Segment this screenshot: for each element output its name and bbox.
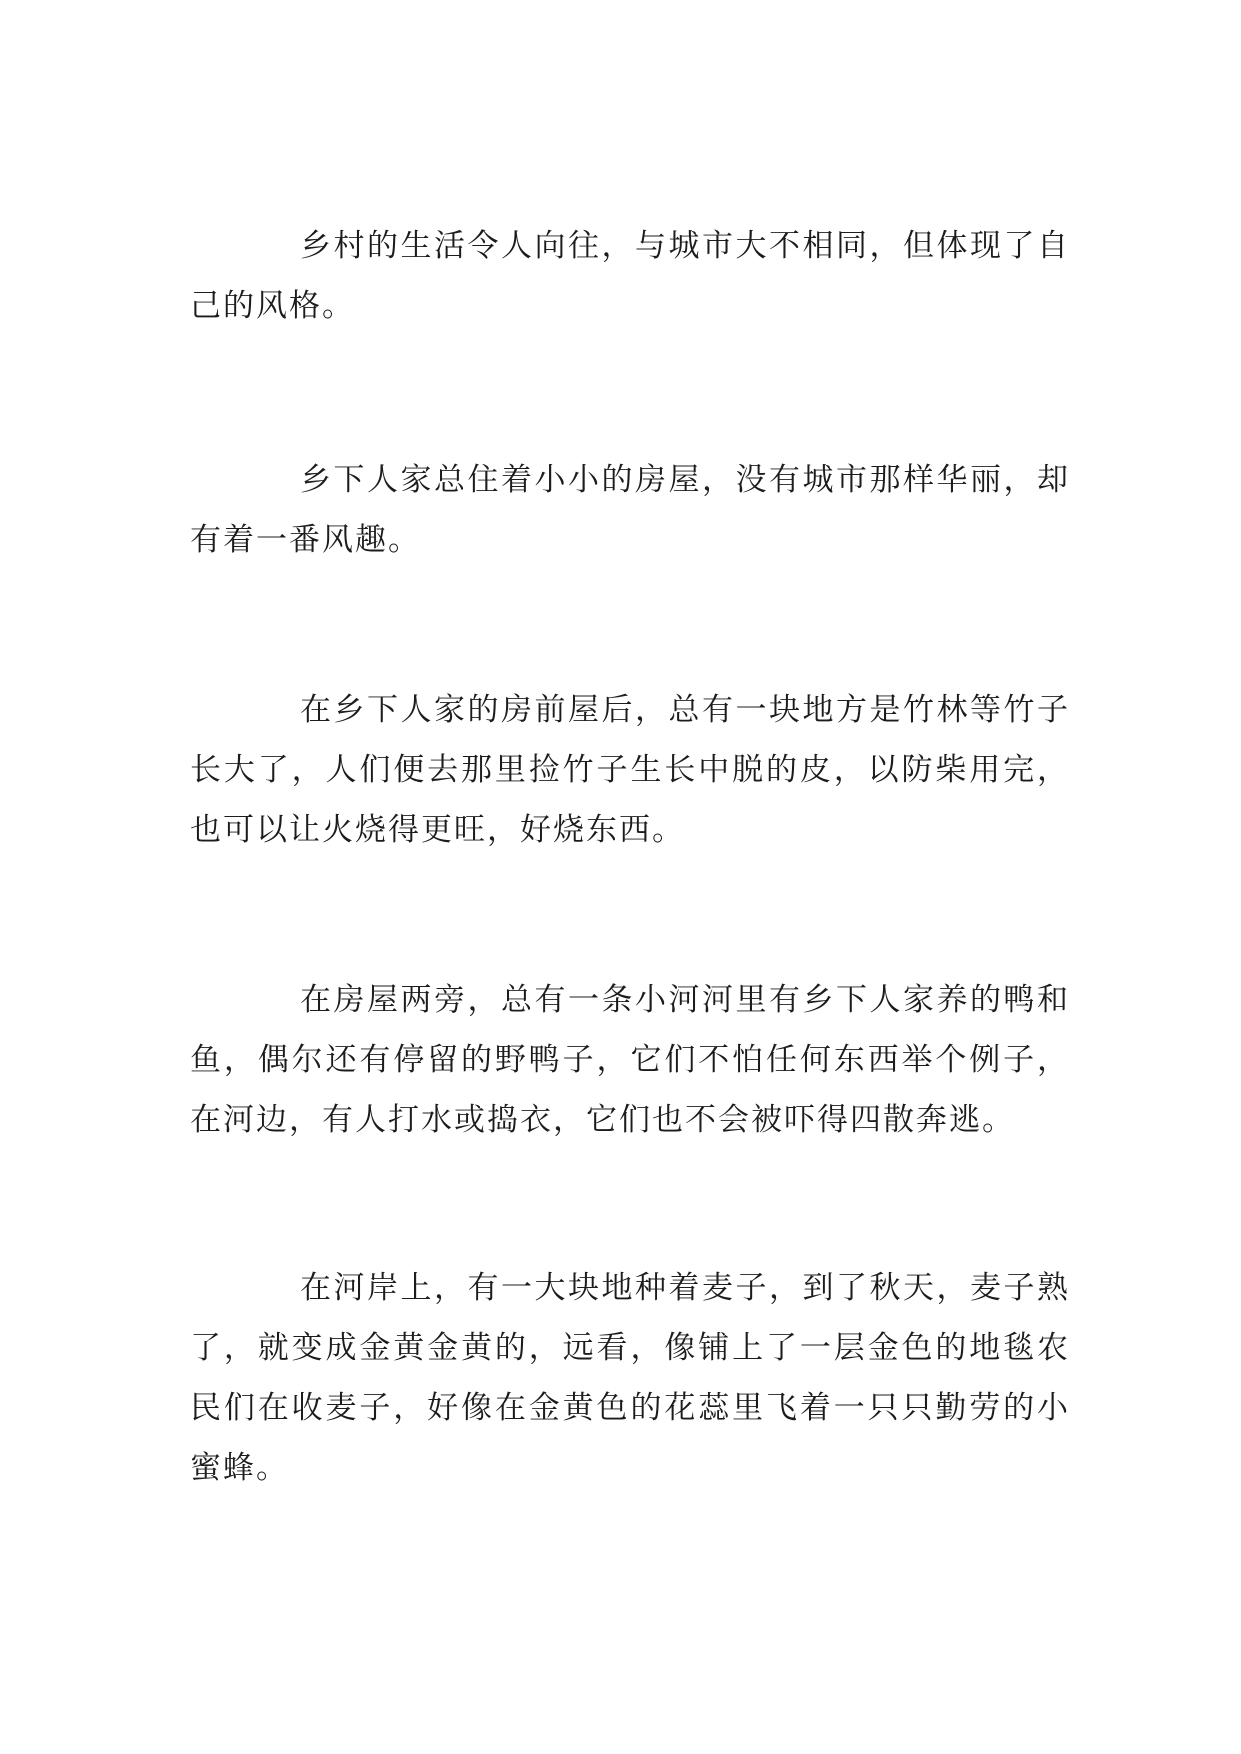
paragraph-3: 在乡下人家的房前屋后，总有一块地方是竹林等竹子长大了，人们便去那里捡竹子生长中脱的皮，以防柴用完，也可以让火烧得更旺，好烧东西。 bbox=[190, 692, 1070, 848]
paragraph-4: 在房屋两旁，总有一条小河河里有乡下人家养的鸭和鱼，偶尔还有停留的野鸭子，它们不怕任何东西举个例子，在河边，有人打水或捣衣，它们也不会被吓得四散奔逃。 bbox=[190, 982, 1070, 1138]
paragraph-2: 乡下人家总住着小小的房屋，没有城市那样华丽，却有着一番风趣。 bbox=[190, 462, 1070, 558]
paragraph-1: 乡村的生活令人向往，与城市大不相同，但体现了自己的风格。 bbox=[190, 228, 1070, 324]
paragraph-5: 在河岸上，有一大块地种着麦子，到了秋天，麦子熟了，就变成金黄金黄的，远看，像铺上了一层金色的地毯农民们在收麦子，好像在金黄色的花蕊里飞着一只只勤劳的小蜜蜂。 bbox=[190, 1270, 1070, 1486]
